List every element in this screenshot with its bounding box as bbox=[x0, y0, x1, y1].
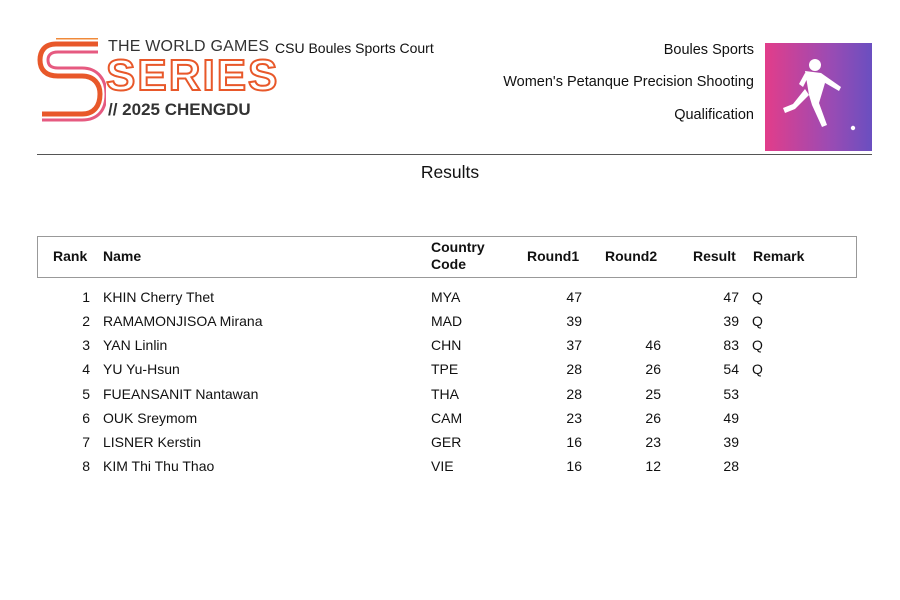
cell-country: VIE bbox=[431, 458, 454, 474]
cell-name: YU Yu-Hsun bbox=[103, 361, 180, 377]
cell-remark: Q bbox=[752, 289, 763, 305]
cell-result: 28 bbox=[723, 458, 739, 474]
page-title: Results bbox=[420, 162, 480, 182]
header-rank: Rank bbox=[53, 248, 88, 264]
header-divider bbox=[37, 154, 872, 155]
cell-name: OUK Sreymom bbox=[103, 410, 198, 426]
cell-remark: Q bbox=[752, 361, 763, 377]
logo-series-text: SERIES bbox=[106, 51, 280, 100]
cell-result: 49 bbox=[723, 410, 739, 426]
cell-result: 47 bbox=[723, 289, 739, 305]
cell-country: CHN bbox=[431, 337, 462, 353]
cell-round2: 26 bbox=[645, 410, 661, 426]
cell-result: 39 bbox=[723, 313, 739, 329]
header-remark: Remark bbox=[753, 248, 805, 264]
table-row bbox=[0, 361, 900, 385]
cell-remark: Q bbox=[752, 337, 763, 353]
cell-round1: 28 bbox=[566, 386, 582, 402]
cell-result: 83 bbox=[723, 337, 739, 353]
logo-line-chengdu: // 2025 CHENGDU bbox=[108, 100, 251, 119]
cell-result: 54 bbox=[723, 361, 739, 377]
cell-round1: 47 bbox=[566, 289, 582, 305]
header-round1: Round1 bbox=[527, 248, 580, 264]
cell-result: 53 bbox=[723, 386, 739, 402]
table-row bbox=[0, 410, 900, 434]
series-s-icon bbox=[36, 38, 106, 122]
cell-round2: 12 bbox=[645, 458, 661, 474]
cell-remark: Q bbox=[752, 313, 763, 329]
cell-round2: 23 bbox=[645, 434, 661, 450]
table-row bbox=[0, 386, 900, 410]
cell-name: KHIN Cherry Thet bbox=[103, 289, 214, 305]
cell-country: CAM bbox=[431, 410, 463, 426]
cell-round1: 23 bbox=[566, 410, 582, 426]
cell-rank: 1 bbox=[82, 289, 90, 305]
cell-round2: 25 bbox=[645, 386, 661, 402]
cell-round1: 16 bbox=[566, 434, 582, 450]
sport-name: Boules Sports bbox=[663, 42, 754, 58]
header-round2: Round2 bbox=[605, 248, 658, 264]
header-country-code: Code bbox=[431, 256, 466, 272]
cell-country: MYA bbox=[431, 289, 461, 305]
cell-rank: 4 bbox=[82, 361, 90, 377]
cell-rank: 5 bbox=[82, 386, 90, 402]
table-row bbox=[0, 337, 900, 361]
world-games-logo bbox=[36, 38, 280, 122]
header-name: Name bbox=[103, 248, 142, 264]
cell-name: KIM Thi Thu Thao bbox=[103, 458, 215, 474]
header-country: Country bbox=[431, 239, 485, 255]
cell-country: TPE bbox=[431, 361, 459, 377]
cell-name: FUEANSANIT Nantawan bbox=[103, 386, 259, 402]
table-row bbox=[0, 434, 900, 458]
cell-country: THA bbox=[431, 386, 459, 402]
cell-round2: 26 bbox=[645, 361, 661, 377]
venue-name: CSU Boules Sports Court bbox=[275, 40, 434, 56]
cell-rank: 8 bbox=[82, 458, 90, 474]
cell-name: LISNER Kerstin bbox=[103, 434, 202, 450]
cell-name: RAMAMONJISOA Mirana bbox=[103, 313, 263, 329]
sport-pictogram bbox=[765, 43, 872, 151]
cell-rank: 3 bbox=[82, 337, 90, 353]
event-name: Women's Petanque Precision Shooting bbox=[503, 74, 754, 90]
table-row bbox=[0, 313, 900, 337]
cell-round1: 28 bbox=[566, 361, 582, 377]
cell-round1: 39 bbox=[566, 313, 582, 329]
logo-line-world-games: THE WORLD GAMES bbox=[108, 38, 270, 55]
table-row bbox=[0, 289, 900, 313]
petanque-shooter-icon bbox=[765, 43, 872, 151]
cell-country: MAD bbox=[431, 313, 463, 329]
table-header bbox=[37, 236, 857, 278]
cell-rank: 7 bbox=[82, 434, 90, 450]
table-row bbox=[0, 458, 900, 482]
cell-rank: 6 bbox=[82, 410, 90, 426]
cell-rank: 2 bbox=[82, 313, 90, 329]
cell-round2: 46 bbox=[645, 337, 661, 353]
phase-name: Qualification bbox=[674, 107, 754, 123]
header-result: Result bbox=[693, 248, 736, 264]
cell-country: GER bbox=[431, 434, 462, 450]
cell-name: YAN Linlin bbox=[103, 337, 168, 353]
cell-round1: 37 bbox=[566, 337, 582, 353]
cell-round1: 16 bbox=[566, 458, 582, 474]
cell-result: 39 bbox=[723, 434, 739, 450]
